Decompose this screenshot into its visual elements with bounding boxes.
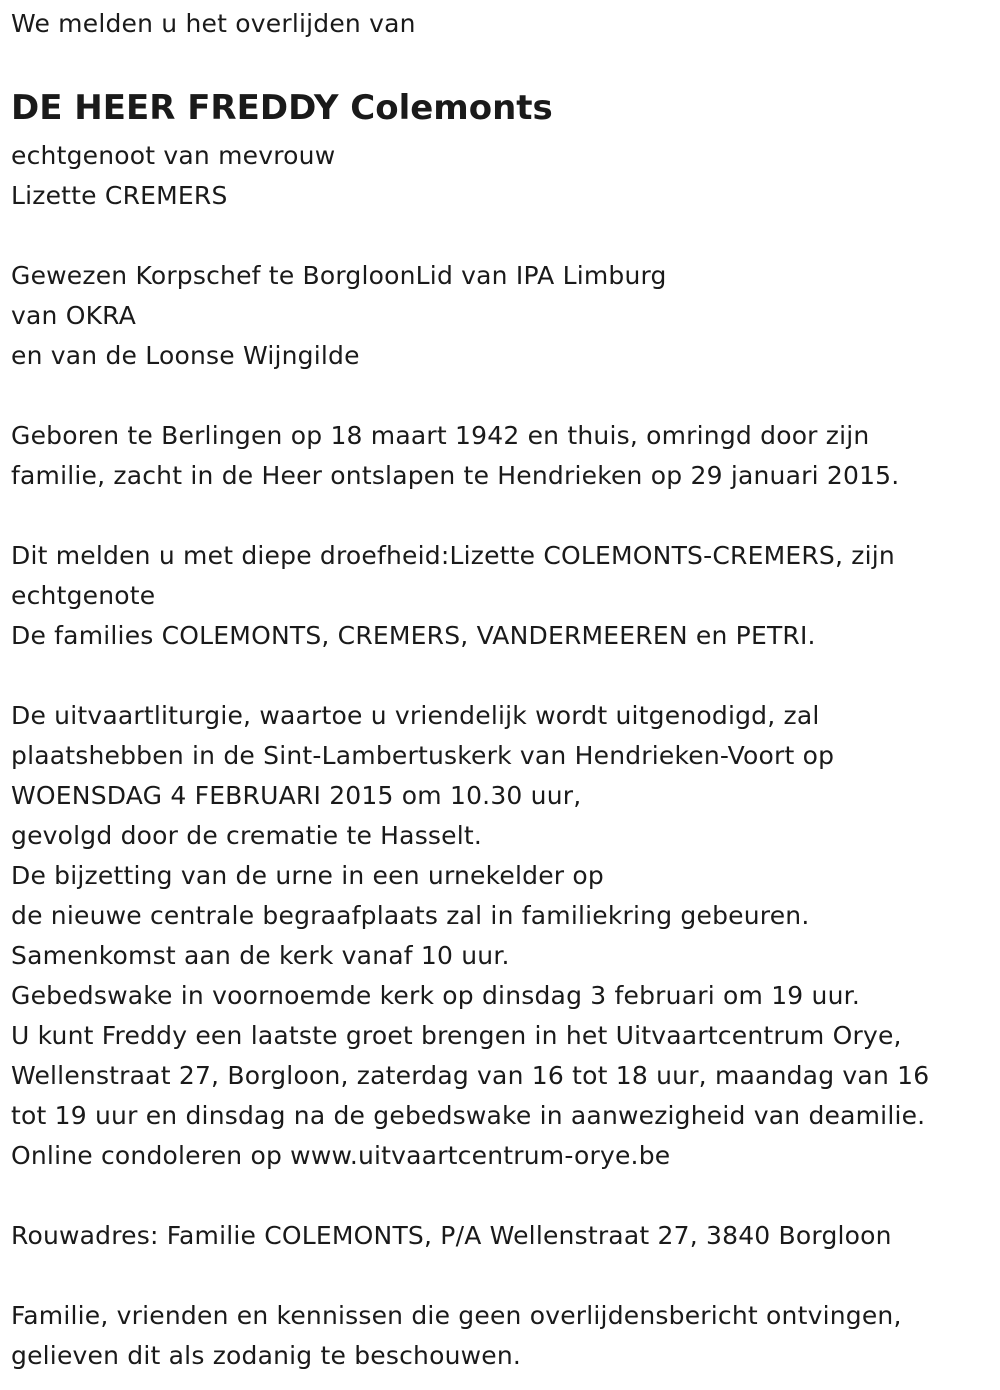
funeral-line: gevolgd door de crematie te Hasselt. — [11, 821, 483, 850]
funeral-line: WOENSDAG 4 FEBRUARI 2015 om 10.30 uur, — [11, 781, 582, 810]
closing-line: Familie, vrienden en kennissen die geen overlijdensbericht ontvingen, — [11, 1301, 902, 1330]
birth-line: familie, zacht in de Heer ontslapen te Hendrieken op 29 januari 2015. — [11, 461, 900, 490]
funeral-line: De bijzetting van de urne in een urnekelder op — [11, 861, 604, 890]
role-line: Gewezen Korpschef te BorgloonLid van IPA Limburg — [11, 261, 667, 290]
spouse-line-2: Lizette CREMERS — [11, 181, 228, 210]
funeral-line: Wellenstraat 27, Borgloon, zaterdag van 16 tot 18 uur, maandag van 16 — [11, 1061, 930, 1090]
spacer — [11, 496, 991, 536]
funeral-line: de nieuwe centrale begraafplaats zal in familiekring gebeuren. — [11, 901, 810, 930]
condolence-link-line: Online condoleren op www.uitvaartcentrum-orye.be — [11, 1141, 671, 1170]
mourning-address: Rouwadres: Familie COLEMONTS, P/A Wellenstraat 27, 3840 Borgloon — [11, 1221, 892, 1250]
funeral-line: U kunt Freddy een laatste groet brengen in het Uitvaartcentrum Orye, — [11, 1021, 902, 1050]
funeral-line: plaatshebben in de Sint-Lambertuskerk van Hendrieken-Voort op — [11, 741, 835, 770]
deceased-name: DE HEER FREDDY Colemonts — [11, 88, 553, 128]
obituary-notice — [11, 4, 991, 1376]
funeral-line: tot 19 uur en dinsdag na de gebedswake in aanwezigheid van deamilie. — [11, 1101, 926, 1130]
spacer — [11, 216, 991, 256]
intro-text: We melden u het overlijden van — [11, 9, 416, 38]
spacer — [11, 1256, 991, 1296]
funeral-line: Samenkomst aan de kerk vanaf 10 uur. — [11, 941, 510, 970]
spacer — [11, 376, 991, 416]
closing-line: gelieven dit als zodanig te beschouwen. — [11, 1341, 522, 1370]
mourners-line: echtgenote — [11, 581, 156, 610]
role-line: van OKRA — [11, 301, 137, 330]
spacer — [11, 1176, 991, 1216]
role-line: en van de Loonse Wijngilde — [11, 341, 360, 370]
spouse-line-1: echtgenoot van mevrouw — [11, 141, 336, 170]
birth-line: Geboren te Berlingen op 18 maart 1942 en thuis, omringd door zijn — [11, 421, 870, 450]
funeral-line: De uitvaartliturgie, waartoe u vriendelijk wordt uitgenodigd, zal — [11, 701, 820, 730]
spacer — [11, 656, 991, 696]
mourners-line: Dit melden u met diepe droefheid:Lizette COLEMONTS-CREMERS, zijn — [11, 541, 895, 570]
funeral-line: Gebedswake in voornoemde kerk op dinsdag 3 februari om 19 uur. — [11, 981, 860, 1010]
mourners-line: De families COLEMONTS, CREMERS, VANDERMEEREN en PETRI. — [11, 621, 816, 650]
